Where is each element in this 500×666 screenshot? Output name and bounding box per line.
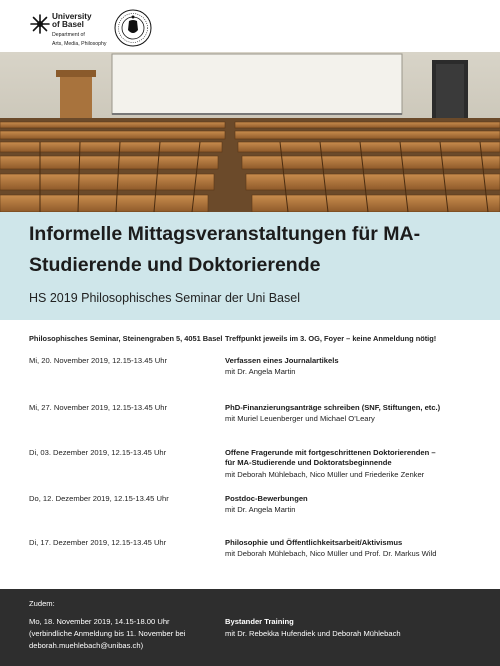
lecture-hall-image <box>0 52 500 212</box>
event-speakers: mit Deborah Mühlebach, Nico Müller und Prof. Dr. Markus Wild <box>225 549 437 558</box>
event-speakers: mit Muriel Leuenberger und Michael O’Leary <box>225 414 375 423</box>
event-date: Do, 12. Dezember 2019, 12.15-13.45 Uhr <box>29 494 169 503</box>
meeting-point-info: Treffpunkt jeweils im 3. OG, Foyer – keine Anmeldung nötig! <box>225 334 437 343</box>
event-speakers: mit Dr. Angela Martin <box>225 367 296 376</box>
footer-registration-line2: deborah.muehlebach@unibas.ch) <box>29 641 144 650</box>
event-title-line1: Offene Fragerunde mit fortgeschrittenen Doktorierenden – <box>225 448 436 457</box>
header <box>0 0 500 52</box>
footer-event-title: Bystander Training <box>225 617 294 626</box>
event-date: Mi, 27. November 2019, 12.15-13.45 Uhr <box>29 403 168 412</box>
event-date: Di, 17. Dezember 2019, 12.15-13.45 Uhr <box>29 538 167 547</box>
title-line2: Studierende und Doktorierende <box>29 254 321 276</box>
location-info: Philosophisches Seminar, Steinengraben 5, 4051 Basel <box>29 334 223 343</box>
event-title: Postdoc-Bewerbungen <box>225 494 308 503</box>
footer-date: Mo, 18. November 2019, 14.15-18.00 Uhr <box>29 617 170 626</box>
footer-label: Zudem: <box>29 599 55 608</box>
event-title: Verfassen eines Journalartikels <box>225 356 339 365</box>
footer-registration-line1: (verbindliche Anmeldung bis 11. November bei <box>29 629 186 638</box>
university-name-line1: University <box>52 12 92 21</box>
lecture-hall-photo <box>0 52 500 212</box>
event-title: PhD-Finanzierungsanträge schreiben (SNF, Stiftungen, etc.) <box>225 403 441 412</box>
department-line1: Department of <box>52 32 85 38</box>
page-title <box>29 219 479 281</box>
footer <box>0 589 500 666</box>
event-title-line2: für MA-Studierende und Doktoratsbeginnende <box>225 458 392 467</box>
event-title: Philosophie und Öffentlichkeitsarbeit/Aktivismus <box>225 538 403 547</box>
university-name-line2: of Basel <box>52 20 84 29</box>
event-speakers: mit Deborah Mühlebach, Nico Müller und Friederike Zenker <box>225 470 425 479</box>
event-date: Mi, 20. November 2019, 12.15-13.45 Uhr <box>29 356 168 365</box>
footer-event-speakers: mit Dr. Rebekka Hufendiek und Deborah Mühlebach <box>225 629 401 638</box>
university-name <box>52 13 107 47</box>
event-title <box>225 448 485 468</box>
event-date: Di, 03. Dezember 2019, 12.15-13.45 Uhr <box>29 448 167 457</box>
event-speakers: mit Dr. Angela Martin <box>225 505 296 514</box>
page-subtitle: HS 2019 Philosophisches Seminar der Uni Basel <box>29 291 300 305</box>
title-line1: Informelle Mittagsveranstaltungen für MA- <box>29 223 421 245</box>
university-seal-icon <box>113 8 153 48</box>
department-line2: Arts, Media, Philosophy <box>52 41 107 47</box>
